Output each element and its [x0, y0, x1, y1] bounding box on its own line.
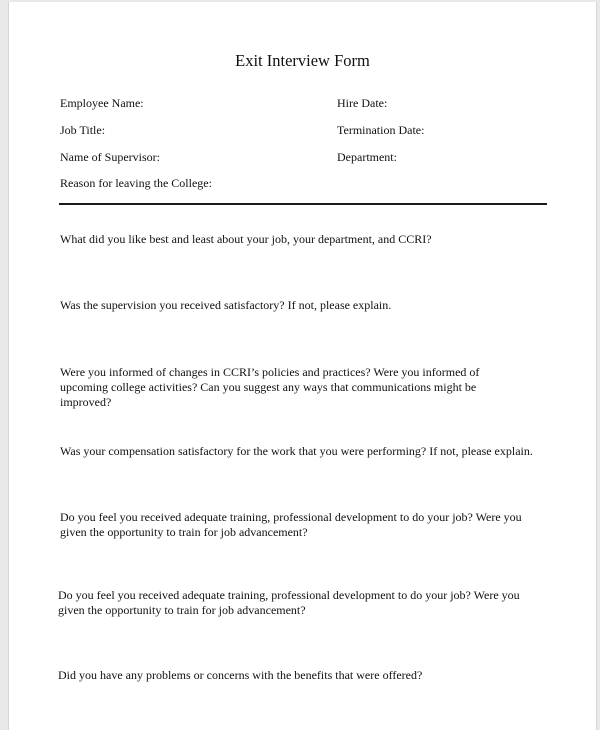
document-page: [8, 2, 597, 730]
page-title: Exit Interview Form: [235, 51, 370, 70]
job-title-label: Job Title:: [60, 123, 106, 137]
supervisor-label: Name of Supervisor:: [60, 150, 160, 164]
question-2: Was the supervision you received satisfactory? If not, please explain.: [60, 298, 392, 312]
hire-date-label: Hire Date:: [337, 96, 388, 110]
question-3: Were you informed of changes in CCRI’s policies and practices? Were you informed of upcoming college activities? Can you suggest any ways that communications might be improved?: [60, 365, 480, 409]
question-4: Was your compensation satisfactory for the work that you were performing? If not, please explain.: [60, 444, 533, 458]
question-7: Did you have any problems or concerns with the benefits that were offered?: [58, 668, 423, 682]
employee-name-label: Employee Name:: [60, 96, 144, 110]
section-divider: [59, 203, 547, 205]
question-5: Do you feel you received adequate training, professional development to do your job? Were you given the opportunity to train for job advancement?: [60, 510, 522, 539]
question-1: What did you like best and least about your job, your department, and CCRI?: [60, 232, 432, 246]
termination-date-label: Termination Date:: [337, 123, 425, 137]
question-6: Do you feel you received adequate training, professional development to do your job? Were you given the opportunity to train for job advancement?: [58, 588, 520, 617]
department-label: Department:: [337, 150, 397, 164]
reason-for-leaving-label: Reason for leaving the College:: [60, 176, 212, 190]
